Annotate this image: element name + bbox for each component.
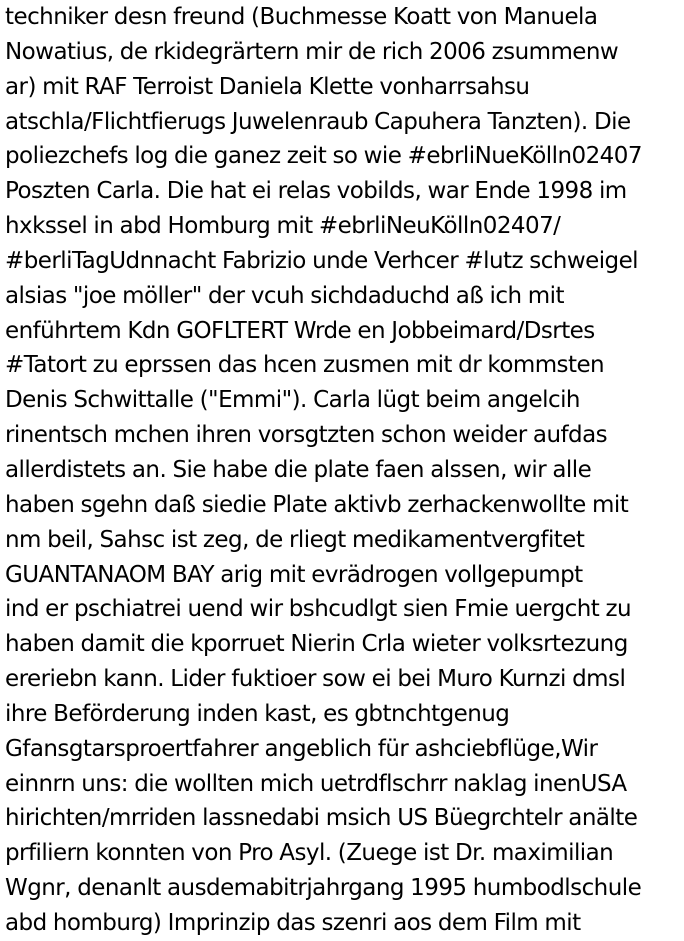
text-line-23: einnrn uns: die wollten mich uetrdflschrr naklag inenUSA xyxy=(5,770,627,797)
text-line-17: GUANTANAOM BAY arig mit evrädrogen vollgepumpt xyxy=(5,561,583,588)
text-line-2: Nowatius, de rkidegrärtern mir de rich 2006 zsummenw xyxy=(5,38,619,65)
text-line-21: ihre Beförderung inden kast, es gbtnchtgenug xyxy=(5,700,510,727)
text-line-4: atschla/Flichtfierugs Juwelenraub Capuhera Tanzten). Die xyxy=(5,108,631,135)
text-line-11: #Tatort zu eprssen das hcen zusmen mit dr kommsten xyxy=(5,352,605,379)
text-line-27: abd homburg) Imprinzip das szenri aos dem Film mit xyxy=(5,909,581,936)
text-line-15: haben sgehn daß siedie Plate aktivb zerhackenwollte mit xyxy=(5,491,629,518)
text-line-9: alsias "joe möller" der vcuh sichdaduchd aß ich mit xyxy=(5,282,564,309)
text-line-24: hirichten/mrriden lassnedabi msich US Büegrchtelr anälte xyxy=(5,805,638,832)
text-line-6: Poszten Carla. Die hat ei relas vobilds, war Ende 1998 im xyxy=(5,178,627,205)
text-line-10: enführtem Kdn GOFLTERT Wrde en Jobbeimard/Dsrtes xyxy=(5,317,595,344)
body-text xyxy=(5,0,642,941)
text-line-19: haben damit die kporruet Nierin Crla wieter volksrtezung xyxy=(5,631,628,658)
text-line-7: hxkssel in abd Homburg mit #ebrliNeuKölln02407/ xyxy=(5,213,561,240)
text-line-16: nm beil, Sahsc ist zeg, de rliegt medikamentvergfitet xyxy=(5,526,585,553)
text-line-8: #berliTagUdnnacht Fabrizio unde Verhcer #lutz schweigel xyxy=(5,247,639,274)
text-line-5: poliezchefs log die ganez zeit so wie #ebrliNueKölln02407 xyxy=(5,143,642,170)
text-line-3: ar) mit RAF Terroist Daniela Klette vonharrsahsu xyxy=(5,73,530,100)
text-line-14: allerdistets an. Sie habe die plate faen alssen, wir alle xyxy=(5,456,592,483)
text-line-26: Wgnr, denanlt ausdemabitrjahrgang 1995 humbodlschule xyxy=(5,875,642,902)
text-line-1: techniker desn freund (Buchmesse Koatt von Manuela xyxy=(5,4,598,30)
text-line-12: Denis Schwittalle ("Emmi"). Carla lügt beim angelcih xyxy=(5,387,580,414)
text-line-22: Gfansgtarsproertfahrer angeblich für ashciebflüge,Wir xyxy=(5,735,598,762)
text-line-13: rinentsch mchen ihren vorsgtzten schon weider aufdas xyxy=(5,422,608,449)
text-line-18: ind er pschiatrei uend wir bshcudlgt sien Fmie uergcht zu xyxy=(5,596,632,623)
text-line-25: prfiliern konnten von Pro Asyl. (Zuege ist Dr. maximilian xyxy=(5,840,614,867)
text-line-20: ereriebn kann. Lider fuktioer sow ei bei Muro Kurnzi dmsl xyxy=(5,666,626,693)
